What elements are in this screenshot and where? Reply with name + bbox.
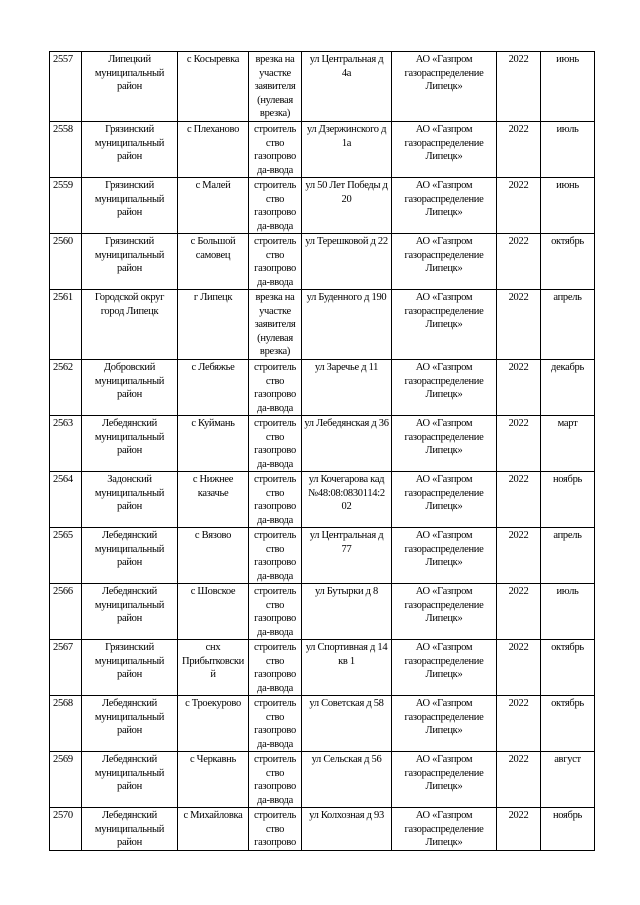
organization-cell: АО «Газпром газораспределение Липецк» [392,416,497,472]
year-cell: 2022 [497,584,541,640]
organization-cell: АО «Газпром газораспределение Липецк» [392,472,497,528]
settlement-cell: с Троекурово [178,696,249,752]
organization-cell: АО «Газпром газораспределение Липецк» [392,290,497,360]
table-row [50,122,595,178]
year-cell: 2022 [497,640,541,696]
table-row [50,640,595,696]
organization-cell: АО «Газпром газораспределение Липецк» [392,640,497,696]
row-number: 2558 [50,122,82,178]
organization-cell: АО «Газпром газораспределение Липецк» [392,52,497,122]
row-number: 2567 [50,640,82,696]
month-cell: октябрь [541,640,595,696]
organization-cell: АО «Газпром газораспределение Липецк» [392,234,497,290]
month-cell: октябрь [541,696,595,752]
month-cell: март [541,416,595,472]
district-cell: Лебедянский муниципальный район [82,584,178,640]
district-cell: Грязинский муниципальный район [82,178,178,234]
row-number: 2560 [50,234,82,290]
work-type-cell: строитель ство газопрово да-ввода [249,472,302,528]
work-type-cell: строитель ство газопрово да-ввода [249,234,302,290]
month-cell: апрель [541,290,595,360]
organization-cell: АО «Газпром газораспределение Липецк» [392,752,497,808]
address-cell: ул Лебедянская д 36 [302,416,392,472]
month-cell: июль [541,584,595,640]
gasification-table [49,51,595,851]
month-cell: октябрь [541,234,595,290]
month-cell: июль [541,122,595,178]
month-cell: ноябрь [541,472,595,528]
year-cell: 2022 [497,472,541,528]
table-row [50,528,595,584]
address-cell: ул Советская д 58 [302,696,392,752]
table-row [50,752,595,808]
row-number: 2562 [50,360,82,416]
settlement-cell: с Лебяжье [178,360,249,416]
settlement-cell: с Шовское [178,584,249,640]
work-type-cell: строитель ство газопрово да-ввода [249,640,302,696]
settlement-cell: с Косыревка [178,52,249,122]
organization-cell: АО «Газпром газораспределение Липецк» [392,696,497,752]
address-cell: ул Дзержинского д 1а [302,122,392,178]
work-type-cell: строитель ство газопрово да-ввода [249,528,302,584]
settlement-cell: с Малей [178,178,249,234]
settlement-cell: снх Прибытковский [178,640,249,696]
organization-cell: АО «Газпром газораспределение Липецк» [392,178,497,234]
work-type-cell: строитель ство газопрово да-ввода [249,584,302,640]
district-cell: Лебедянский муниципальный район [82,752,178,808]
district-cell: Грязинский муниципальный район [82,640,178,696]
district-cell: Городской округ город Липецк [82,290,178,360]
table-row [50,808,595,851]
year-cell: 2022 [497,122,541,178]
month-cell: декабрь [541,360,595,416]
year-cell: 2022 [497,416,541,472]
work-type-cell: врезка на участке заявителя (нулевая врезка) [249,290,302,360]
table-row [50,416,595,472]
work-type-cell: строитель ство газопрово да-ввода [249,122,302,178]
work-type-cell: строитель ство газопрово да-ввода [249,696,302,752]
district-cell: Грязинский муниципальный район [82,122,178,178]
district-cell: Лебедянский муниципальный район [82,416,178,472]
organization-cell: АО «Газпром газораспределение Липецк» [392,122,497,178]
address-cell: ул Бутырки д 8 [302,584,392,640]
year-cell: 2022 [497,52,541,122]
table-row [50,584,595,640]
table-row [50,234,595,290]
address-cell: ул Заречье д 11 [302,360,392,416]
district-cell: Лебедянский муниципальный район [82,528,178,584]
year-cell: 2022 [497,528,541,584]
organization-cell: АО «Газпром газораспределение Липецк» [392,528,497,584]
row-number: 2565 [50,528,82,584]
address-cell: ул 50 Лет Победы д 20 [302,178,392,234]
year-cell: 2022 [497,752,541,808]
settlement-cell: с Нижнее казачье [178,472,249,528]
work-type-cell: строитель ство газопрово да-ввода [249,178,302,234]
year-cell: 2022 [497,808,541,851]
row-number: 2559 [50,178,82,234]
table-row [50,52,595,122]
table-row [50,696,595,752]
row-number: 2569 [50,752,82,808]
year-cell: 2022 [497,290,541,360]
work-type-cell: врезка на участке заявителя (нулевая врезка) [249,52,302,122]
district-cell: Задонский муниципальный район [82,472,178,528]
settlement-cell: с Куймань [178,416,249,472]
month-cell: ноябрь [541,808,595,851]
address-cell: ул Центральная д 77 [302,528,392,584]
settlement-cell: с Михайловка [178,808,249,851]
month-cell: июнь [541,178,595,234]
work-type-cell: строитель ство газопрово [249,808,302,851]
settlement-cell: с Черкавнь [178,752,249,808]
row-number: 2568 [50,696,82,752]
table-row [50,178,595,234]
district-cell: Лебедянский муниципальный район [82,808,178,851]
settlement-cell: с Вязово [178,528,249,584]
organization-cell: АО «Газпром газораспределение Липецк» [392,808,497,851]
organization-cell: АО «Газпром газораспределение Липецк» [392,584,497,640]
year-cell: 2022 [497,234,541,290]
row-number: 2557 [50,52,82,122]
address-cell: ул Центральная д 4а [302,52,392,122]
settlement-cell: с Плеханово [178,122,249,178]
table-row [50,290,595,360]
year-cell: 2022 [497,178,541,234]
address-cell: ул Кочегарова кад №48:08:0830114:2 02 [302,472,392,528]
work-type-cell: строитель ство газопрово да-ввода [249,360,302,416]
row-number: 2564 [50,472,82,528]
settlement-cell: с Большой самовец [178,234,249,290]
district-cell: Добровский муниципальный район [82,360,178,416]
organization-cell: АО «Газпром газораспределение Липецк» [392,360,497,416]
district-cell: Лебедянский муниципальный район [82,696,178,752]
table-row [50,472,595,528]
month-cell: август [541,752,595,808]
year-cell: 2022 [497,360,541,416]
district-cell: Грязинский муниципальный район [82,234,178,290]
address-cell: ул Буденного д 190 [302,290,392,360]
month-cell: июнь [541,52,595,122]
work-type-cell: строитель ство газопрово да-ввода [249,752,302,808]
settlement-cell: г Липецк [178,290,249,360]
row-number: 2570 [50,808,82,851]
month-cell: апрель [541,528,595,584]
table-row [50,360,595,416]
address-cell: ул Колхозная д 93 [302,808,392,851]
address-cell: ул Сельская д 56 [302,752,392,808]
district-cell: Липецкий муниципальный район [82,52,178,122]
work-type-cell: строитель ство газопрово да-ввода [249,416,302,472]
address-cell: ул Терешковой д 22 [302,234,392,290]
year-cell: 2022 [497,696,541,752]
row-number: 2563 [50,416,82,472]
row-number: 2566 [50,584,82,640]
address-cell: ул Спортивная д 14 кв 1 [302,640,392,696]
row-number: 2561 [50,290,82,360]
